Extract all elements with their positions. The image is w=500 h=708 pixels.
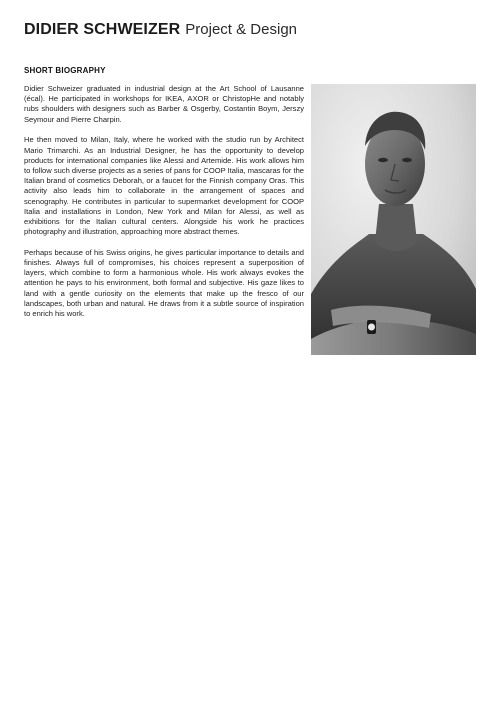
section-title: SHORT BIOGRAPHY — [24, 66, 106, 75]
bio-paragraph-1: Didier Schweizer graduated in industrial design at the Art School of Lausanne (écal). He participated in workshops for IKEA, AXOR or ChristopHe and notably rubs shoulders with designers such as Barber & Osgerby, Costantin Boym, Jerszy Seymour and Pierre Charpin. — [24, 84, 304, 124]
bio-paragraph-3: Perhaps because of his Swiss origins, he gives particular importance to details and finishes. Always full of compromises, his choices represent a superposition of layers, which combine to form a harmonious whole. His work always evokes the attention he pays to his environment, both formal and subjective. His gaze likes to land with a gentle curiosity on the elements that make up the fresco of our landscapes, both urban and natural. He draws from it a subtle source of inspiration to enrich his work. — [24, 247, 304, 319]
portrait-photo — [311, 84, 476, 355]
biography-text — [24, 84, 304, 330]
designer-name: DIDIER SCHWEIZER — [24, 21, 181, 38]
page-header — [24, 21, 297, 39]
header-subtitle: Project & Design — [185, 21, 297, 38]
bio-paragraph-2: He then moved to Milan, Italy, where he worked with the studio run by Architect Mario Trimarchi. As an Industrial Designer, he has the opportunity to develop products for international companies like Alessi and Artemide. His work allows him to follow such diverse projects as a series of pans for COOP Italia, mascaras for the Italian brand of cosmetics Deborah, or a faucet for the Finnish company Oras. This activity also leads him to collaborate in the arrangement of spaces and scenography. He contributes in particular to supermarket development for COOP Italia and installations in London, New York and Milan for Alessi, as well as exhibitions for the Italian cultural centers. Alongside his work he practices photography and illustration, approaching more abstract themes. — [24, 135, 304, 237]
